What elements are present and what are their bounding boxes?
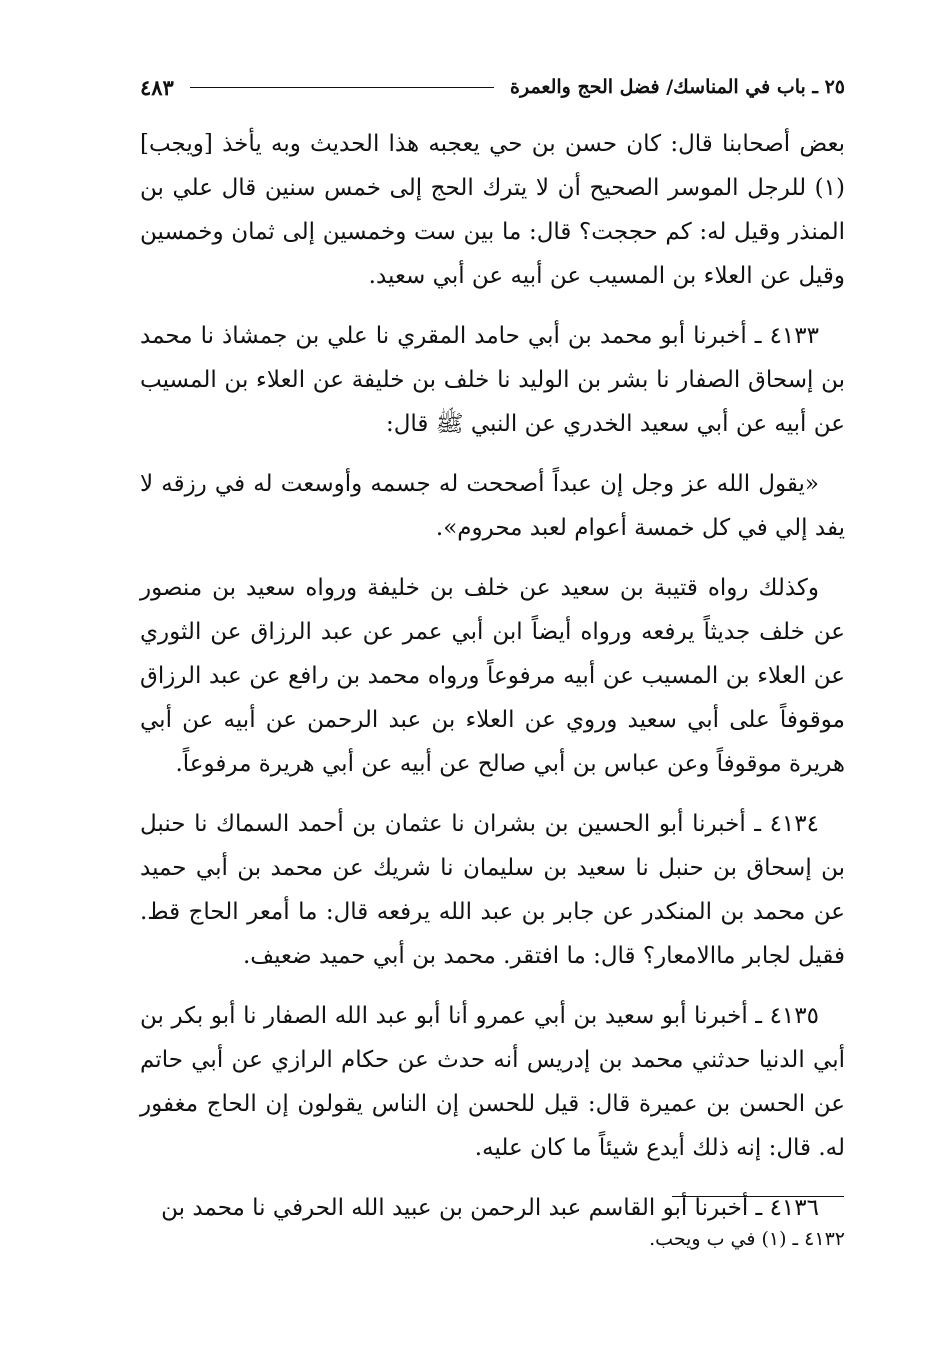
paragraph-hadith-4135: ٤١٣٥ ـ أخبرنا أبو سعيد بن أبي عمرو أنا أبو عبد الله الصفار نا أبو بكر بن أبي الدنيا حدثني محمد بن إدريس أنه حدث عن حكام الرازي عن أبي حاتم عن الحسن بن عميرة قال: قيل للحسن إن الناس يقولون إن الحاج مغفور له. قال: إنه ذلك أيدع شيئاً ما كان عليه. bbox=[140, 1003, 845, 1161]
paragraph-quote: «يقول الله عز وجل إن عبداً أصححت له جسمه وأوسعت له في رزقه لا يفد إلي في كل خمسة أعوام لعبد محروم». bbox=[140, 471, 845, 541]
main-text bbox=[140, 122, 845, 1246]
footnote-separator bbox=[672, 1196, 844, 1197]
paragraph-hadith-4136: ٤١٣٦ ـ أخبرنا أبو القاسم عبد الرحمن بن عبيد الله الحرفي نا محمد بن bbox=[161, 1195, 819, 1221]
footnote: ٤١٣٢ ـ (١) في ب ويحب. bbox=[649, 1228, 845, 1250]
chapter-title: ٢٥ ـ باب في المناسك/ فضل الحج والعمرة bbox=[510, 76, 845, 98]
running-header bbox=[140, 70, 845, 104]
page-number: ٤٨٣ bbox=[140, 74, 174, 100]
paragraph-hadith-4134: ٤١٣٤ ـ أخبرنا أبو الحسين بن بشران نا عثمان بن أحمد السماك نا حنبل بن إسحاق بن حنبل نا سعيد بن سليمان نا شريك عن محمد بن أبي حميد عن محمد بن المنكدر عن جابر بن عبد الله يرفعه قال: ما أمعر الحاج قط. فقيل لجابر ماالامعار؟ قال: ما افتقر. محمد بن أبي حميد ضعيف. bbox=[140, 811, 845, 969]
header-rule bbox=[190, 87, 494, 88]
paragraph-continuation: بعض أصحابنا قال: كان حسن بن حي يعجبه هذا الحديث وبه يأخذ [ويجب](١) للرجل الموسر الصحيح أن لا يترك الحج إلى خمس سنين قال علي بن المنذر وقيل له: كم حججت؟ قال: ما بين ست وخمسين إلى ثمان وخمسين وقيل عن العلاء بن المسيب عن أبيه عن أبي سعيد. bbox=[140, 131, 845, 289]
paragraph-narrations: وكذلك رواه قتيبة بن سعيد عن خلف بن خليفة ورواه سعيد بن منصور عن خلف جديثاً يرفعه ورواه أيضاً ابن أبي عمر عن عبد الرزاق عن الثوري عن العلاء بن المسيب عن أبيه مرفوعاً ورواه محمد بن رافع عن عبد الرزاق موقوفاً على أبي سعيد وروي عن العلاء بن عبد الرحمن عن أبيه عن أبي هريرة موقوفاً وعن عباس بن أبي صالح عن أبيه عن أبي هريرة مرفوعاً. bbox=[140, 575, 845, 777]
paragraph-hadith-4133: ٤١٣٣ ـ أخبرنا أبو محمد بن أبي حامد المقري نا علي بن جمشاذ نا محمد بن إسحاق الصفار نا بشر بن الوليد نا خلف بن خليفة عن العلاء بن المسيب عن أبيه عن أبي سعيد الخدري عن النبي ﷺ قال: bbox=[140, 323, 845, 437]
